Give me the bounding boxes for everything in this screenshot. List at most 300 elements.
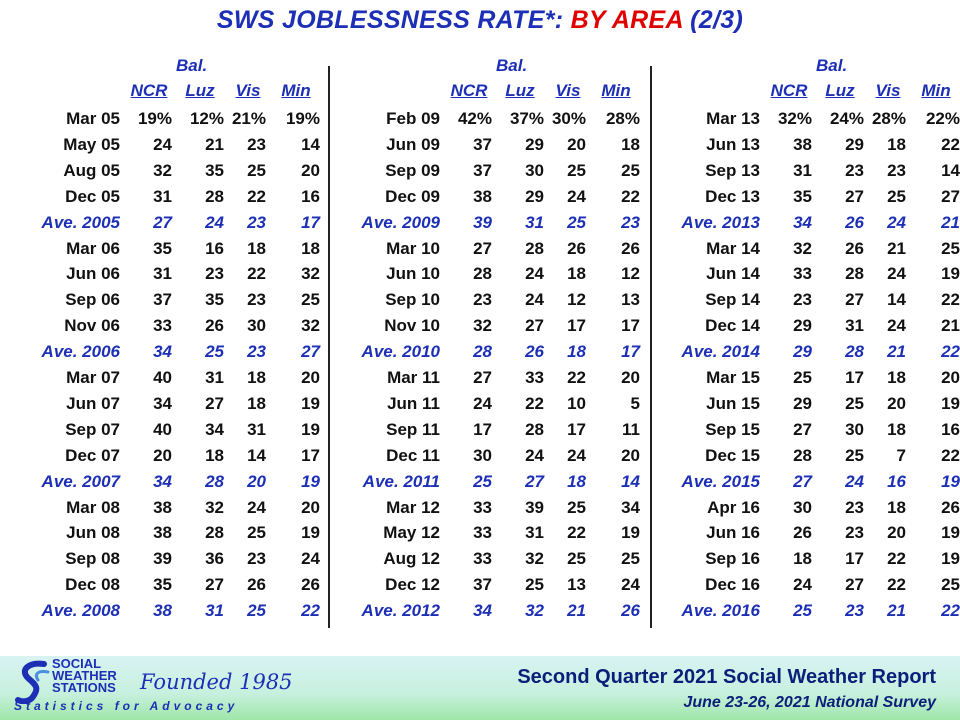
- cell-vis: 25: [247, 160, 266, 180]
- cell-ncr: 28: [793, 445, 812, 465]
- cell-ncr: 30: [473, 445, 492, 465]
- cell-luz: 28: [205, 186, 224, 206]
- cell-ncr: 31: [793, 160, 812, 180]
- cell-ncr: 34: [153, 393, 172, 413]
- table-row: [320, 365, 640, 391]
- cell-luz: 32: [525, 549, 544, 569]
- cell-min: 22: [621, 186, 640, 206]
- cell-vis: 21: [887, 601, 906, 621]
- table-row: [0, 313, 320, 339]
- row-label: Ave. 2011: [362, 471, 440, 491]
- cell-luz: 18: [205, 445, 224, 465]
- average-row: [320, 469, 640, 495]
- cell-min: 22: [941, 601, 960, 621]
- cell-min: 16: [941, 419, 960, 439]
- row-label: Jun 15: [706, 393, 760, 413]
- cell-luz: 28: [205, 523, 224, 543]
- cell-vis: 28%: [871, 109, 906, 128]
- row-label: Mar 07: [66, 368, 120, 387]
- average-row: [0, 598, 320, 624]
- cell-vis: 23: [247, 549, 266, 569]
- table-row: [640, 261, 960, 287]
- table-row: [0, 158, 320, 184]
- cell-luz: 27: [845, 290, 864, 310]
- cell-luz: 31: [205, 368, 224, 387]
- cell-vis: 25: [247, 523, 266, 543]
- row-label: Nov 06: [64, 316, 120, 336]
- cell-vis: 25: [567, 212, 586, 232]
- cell-min: 27: [301, 342, 320, 362]
- report-title: Second Quarter 2021 Social Weather Report: [517, 666, 936, 688]
- row-label: Dec 13: [705, 186, 760, 206]
- cell-luz: 21: [205, 134, 224, 154]
- cell-vis: 25: [567, 549, 586, 569]
- cell-luz: 30: [525, 160, 544, 180]
- table-row: [640, 132, 960, 158]
- cell-luz: 33: [525, 368, 544, 387]
- column-header-ncr: NCR: [450, 81, 488, 100]
- cell-ncr: 19%: [137, 109, 172, 128]
- cell-luz: 27: [845, 575, 864, 595]
- table-row: [320, 261, 640, 287]
- cell-vis: 18: [887, 134, 906, 154]
- cell-vis: 18: [567, 264, 586, 284]
- cell-min: 26: [941, 497, 960, 517]
- cell-luz: 25: [845, 393, 864, 413]
- row-label: Ave. 2010: [361, 342, 440, 362]
- cell-luz: 26: [205, 316, 224, 336]
- table-row: [640, 495, 960, 521]
- column-header-luz: Luz: [825, 81, 855, 100]
- cell-ncr: 35: [153, 575, 172, 595]
- table-row: [640, 443, 960, 469]
- cell-ncr: 37: [473, 134, 492, 154]
- cell-vis: 25: [887, 186, 906, 206]
- cell-min: 21: [941, 316, 960, 336]
- cell-ncr: 25: [793, 368, 812, 387]
- cell-min: 19: [301, 393, 320, 413]
- cell-min: 17: [301, 212, 320, 232]
- cell-vis: 24: [887, 212, 906, 232]
- row-label: Jun 10: [386, 264, 440, 284]
- cell-ncr: 27: [473, 368, 492, 387]
- cell-vis: 14: [887, 290, 906, 310]
- cell-ncr: 33: [473, 549, 492, 569]
- row-label: Sep 11: [386, 419, 440, 439]
- cell-ncr: 38: [153, 601, 172, 621]
- cell-ncr: 39: [153, 549, 172, 569]
- cell-luz: 23: [205, 264, 224, 284]
- logo-line: WEATHER: [52, 668, 117, 683]
- cell-luz: 17: [845, 549, 864, 569]
- cell-vis: 26: [247, 575, 266, 595]
- cell-ncr: 29: [793, 393, 812, 413]
- cell-ncr: 23: [793, 290, 812, 310]
- table-row: [320, 184, 640, 210]
- cell-luz: 36: [205, 549, 224, 569]
- cell-ncr: 27: [793, 471, 812, 491]
- cell-luz: 39: [525, 497, 544, 517]
- row-label: Jun 11: [387, 393, 440, 413]
- cell-ncr: 34: [153, 471, 172, 491]
- cell-vis: 20: [887, 393, 906, 413]
- cell-luz: 22: [525, 393, 544, 413]
- row-label: Nov 10: [384, 316, 440, 336]
- cell-min: 14: [621, 471, 640, 491]
- cell-ncr: 33: [153, 316, 172, 336]
- table-row: [640, 365, 960, 391]
- table-row: [0, 106, 320, 132]
- table-row: [0, 184, 320, 210]
- column-header-min: Min: [601, 81, 631, 100]
- cell-vis: 24: [247, 497, 266, 517]
- cell-ncr: 28: [473, 342, 492, 362]
- cell-luz: 25: [525, 575, 544, 595]
- cell-vis: 26: [567, 238, 586, 258]
- cell-ncr: 18: [793, 549, 812, 569]
- average-row: [320, 210, 640, 236]
- table-row: [0, 391, 320, 417]
- cell-min: 19: [621, 523, 640, 543]
- cell-min: 19: [941, 264, 960, 284]
- row-label: Aug 05: [63, 160, 120, 180]
- row-label: Feb 09: [386, 109, 440, 128]
- cell-ncr: 39: [473, 212, 492, 232]
- cell-vis: 14: [247, 445, 266, 465]
- row-label: May 12: [383, 523, 440, 543]
- row-label: Jun 07: [66, 393, 120, 413]
- cell-min: 19: [941, 523, 960, 543]
- page-title: [0, 6, 960, 35]
- cell-min: 26: [621, 601, 640, 621]
- row-label: Dec 11: [386, 445, 440, 465]
- cell-ncr: 27: [793, 419, 812, 439]
- average-row: [640, 210, 960, 236]
- cell-ncr: 24: [793, 575, 812, 595]
- cell-ncr: 32: [153, 160, 172, 180]
- cell-luz: 26: [845, 238, 864, 258]
- cell-ncr: 25: [473, 471, 492, 491]
- table-row: [0, 443, 320, 469]
- row-label: Mar 15: [706, 368, 760, 387]
- cell-vis: 23: [247, 342, 266, 362]
- cell-min: 12: [621, 264, 640, 284]
- cell-vis: 18: [567, 471, 586, 491]
- cell-ncr: 38: [473, 186, 492, 206]
- table-row: [0, 520, 320, 546]
- row-label: Jun 14: [706, 264, 760, 284]
- cell-min: 14: [301, 134, 320, 154]
- cell-vis: 20: [887, 523, 906, 543]
- row-label: Mar 08: [66, 497, 120, 517]
- founded-label: Founded 1985: [140, 670, 293, 694]
- cell-vis: 18: [887, 368, 906, 387]
- table-row: [0, 546, 320, 572]
- header-bal: Bal.: [496, 56, 528, 75]
- cell-vis: 18: [887, 497, 906, 517]
- average-row: [320, 598, 640, 624]
- cell-ncr: 20: [153, 445, 172, 465]
- cell-min: 5: [630, 393, 640, 413]
- cell-min: 14: [941, 160, 960, 180]
- title-main: SWS JOBLESSNESS RATE*:: [216, 6, 571, 34]
- cell-min: 32: [301, 316, 320, 336]
- row-label: Sep 06: [65, 290, 120, 310]
- cell-vis: 25: [567, 160, 586, 180]
- cell-luz: 23: [845, 160, 864, 180]
- title-page-indicator: (2/3): [682, 6, 744, 34]
- cell-ncr: 33: [473, 523, 492, 543]
- table-row: [640, 572, 960, 598]
- cell-min: 20: [621, 445, 640, 465]
- cell-vis: 24: [887, 316, 906, 336]
- cell-luz: 37%: [509, 109, 544, 128]
- average-row: [640, 339, 960, 365]
- table-row: [320, 158, 640, 184]
- cell-vis: 21: [887, 342, 906, 362]
- average-row: [0, 210, 320, 236]
- row-label: Ave. 2014: [681, 342, 760, 362]
- row-label: Sep 10: [385, 290, 440, 310]
- cell-vis: 20: [567, 134, 586, 154]
- cell-min: 26: [621, 238, 640, 258]
- cell-min: 21: [941, 212, 960, 232]
- cell-ncr: 35: [793, 186, 812, 206]
- row-label: Dec 14: [705, 316, 760, 336]
- column-divider: [328, 66, 330, 628]
- cell-ncr: 24: [153, 134, 172, 154]
- cell-ncr: 26: [793, 523, 812, 543]
- table-row: [0, 417, 320, 443]
- row-label: Mar 12: [386, 497, 440, 517]
- cell-ncr: 17: [473, 419, 492, 439]
- cell-min: 17: [301, 445, 320, 465]
- cell-min: 22%: [925, 109, 960, 128]
- cell-min: 20: [301, 368, 320, 387]
- row-label: Ave. 2016: [681, 601, 760, 621]
- logo-text: [52, 658, 117, 694]
- cell-min: 34: [621, 497, 640, 517]
- cell-ncr: 27: [473, 238, 492, 258]
- cell-vis: 17: [567, 316, 586, 336]
- cell-ncr: 29: [793, 316, 812, 336]
- cell-min: 20: [301, 160, 320, 180]
- average-row: [0, 469, 320, 495]
- cell-luz: 24: [525, 264, 544, 284]
- cell-ncr: 33: [473, 497, 492, 517]
- row-label: Dec 16: [705, 575, 760, 595]
- cell-ncr: 38: [153, 523, 172, 543]
- cell-luz: 27: [525, 316, 544, 336]
- cell-luz: 28: [525, 419, 544, 439]
- table-row: [640, 236, 960, 262]
- table-row: [0, 287, 320, 313]
- row-label: Ave. 2005: [41, 212, 120, 232]
- row-label: Dec 07: [65, 445, 120, 465]
- logo-line: SOCIAL: [52, 656, 102, 671]
- column-header-min: Min: [281, 81, 311, 100]
- cell-min: 25: [941, 238, 960, 258]
- cell-luz: 23: [845, 523, 864, 543]
- cell-luz: 24: [525, 290, 544, 310]
- table-row: [320, 313, 640, 339]
- cell-luz: 28: [845, 264, 864, 284]
- cell-ncr: 37: [473, 160, 492, 180]
- cell-luz: 25: [845, 445, 864, 465]
- cell-vis: 23: [247, 212, 266, 232]
- cell-luz: 24%: [829, 109, 864, 128]
- logo-line: STATIONS: [52, 680, 116, 695]
- cell-min: 22: [941, 342, 960, 362]
- cell-vis: 16: [887, 471, 906, 491]
- cell-luz: 29: [845, 134, 864, 154]
- cell-ncr: 40: [153, 419, 172, 439]
- row-label: Sep 09: [385, 160, 440, 180]
- table-row: [320, 236, 640, 262]
- cell-luz: 27: [525, 471, 544, 491]
- cell-luz: 25: [205, 342, 224, 362]
- cell-vis: 18: [567, 342, 586, 362]
- cell-vis: 12: [567, 290, 586, 310]
- cell-vis: 22: [887, 575, 906, 595]
- column-header-vis: Vis: [555, 81, 581, 100]
- cell-min: 20: [301, 497, 320, 517]
- cell-luz: 12%: [189, 109, 224, 128]
- cell-luz: 27: [845, 186, 864, 206]
- table-row: [640, 520, 960, 546]
- row-label: Jun 09: [386, 134, 440, 154]
- row-label: Jun 08: [66, 523, 120, 543]
- cell-min: 17: [621, 342, 640, 362]
- cell-vis: 17: [567, 419, 586, 439]
- table-row: [320, 520, 640, 546]
- cell-luz: 24: [205, 212, 224, 232]
- cell-ncr: 31: [153, 186, 172, 206]
- cell-ncr: 38: [153, 497, 172, 517]
- cell-ncr: 34: [793, 212, 812, 232]
- cell-min: 25: [301, 290, 320, 310]
- cell-ncr: 23: [473, 290, 492, 310]
- cell-min: 23: [621, 212, 640, 232]
- cell-ncr: 34: [153, 342, 172, 362]
- row-label: Sep 08: [65, 549, 120, 569]
- row-label: Ave. 2015: [681, 471, 760, 491]
- cell-min: 20: [621, 368, 640, 387]
- cell-min: 19: [941, 549, 960, 569]
- cell-luz: 35: [205, 290, 224, 310]
- cell-luz: 29: [525, 186, 544, 206]
- row-label: Sep 16: [705, 549, 760, 569]
- cell-luz: 31: [525, 523, 544, 543]
- cell-vis: 13: [567, 575, 586, 595]
- row-label: Ave. 2009: [361, 212, 440, 232]
- table-row: [640, 313, 960, 339]
- cell-luz: 31: [205, 601, 224, 621]
- tagline: Statistics for Advocacy: [14, 699, 239, 713]
- cell-ncr: 29: [793, 342, 812, 362]
- cell-luz: 31: [525, 212, 544, 232]
- row-label: Apr 16: [707, 497, 760, 517]
- cell-vis: 24: [567, 445, 586, 465]
- cell-min: 19%: [285, 109, 320, 128]
- table-row: [640, 417, 960, 443]
- cell-min: 24: [301, 549, 320, 569]
- cell-ncr: 32: [793, 238, 812, 258]
- column-header-luz: Luz: [185, 81, 215, 100]
- row-label: Mar 05: [66, 109, 120, 128]
- cell-min: 22: [941, 290, 960, 310]
- cell-vis: 25: [567, 497, 586, 517]
- cell-min: 19: [301, 419, 320, 439]
- cell-vis: 23: [247, 134, 266, 154]
- cell-luz: 28: [205, 471, 224, 491]
- row-label: Aug 12: [383, 549, 440, 569]
- cell-vis: 31: [247, 419, 266, 439]
- row-label: Sep 07: [65, 419, 120, 439]
- cell-luz: 28: [525, 238, 544, 258]
- cell-ncr: 34: [473, 601, 492, 621]
- cell-min: 32: [301, 264, 320, 284]
- table-row: [320, 391, 640, 417]
- sws-logo-icon: [14, 658, 54, 704]
- row-label: Ave. 2007: [41, 471, 120, 491]
- row-label: Dec 05: [65, 186, 120, 206]
- table-row: [0, 236, 320, 262]
- cell-vis: 21%: [231, 109, 266, 128]
- column-header-vis: Vis: [875, 81, 901, 100]
- column-header-ncr: NCR: [130, 81, 168, 100]
- cell-ncr: 28: [473, 264, 492, 284]
- cell-vis: 22: [247, 264, 266, 284]
- table-row: [320, 132, 640, 158]
- table-row: [320, 572, 640, 598]
- cell-min: 22: [941, 134, 960, 154]
- cell-min: 11: [622, 419, 640, 439]
- cell-luz: 27: [205, 575, 224, 595]
- cell-vis: 20: [247, 471, 266, 491]
- cell-min: 18: [301, 238, 320, 258]
- row-label: Jun 13: [706, 134, 760, 154]
- table-row: [320, 443, 640, 469]
- cell-min: 19: [301, 471, 320, 491]
- cell-luz: 30: [845, 419, 864, 439]
- row-label: Dec 12: [385, 575, 440, 595]
- cell-luz: 23: [845, 601, 864, 621]
- cell-vis: 30%: [551, 109, 586, 128]
- cell-min: 17: [621, 316, 640, 336]
- header-bal: Bal.: [816, 56, 848, 75]
- cell-ncr: 40: [153, 368, 172, 387]
- cell-luz: 16: [205, 238, 224, 258]
- cell-min: 19: [941, 471, 960, 491]
- row-label: Mar 11: [387, 368, 440, 387]
- row-label: Ave. 2013: [681, 212, 760, 232]
- table-row: [0, 365, 320, 391]
- cell-min: 25: [941, 575, 960, 595]
- cell-min: 22: [941, 445, 960, 465]
- cell-min: 20: [941, 368, 960, 387]
- cell-vis: 18: [247, 238, 266, 258]
- cell-ncr: 30: [793, 497, 812, 517]
- cell-min: 25: [621, 549, 640, 569]
- cell-ncr: 32: [473, 316, 492, 336]
- cell-min: 16: [301, 186, 320, 206]
- table-row: [0, 261, 320, 287]
- average-row: [640, 598, 960, 624]
- cell-vis: 18: [247, 393, 266, 413]
- cell-vis: 24: [887, 264, 906, 284]
- average-row: [640, 469, 960, 495]
